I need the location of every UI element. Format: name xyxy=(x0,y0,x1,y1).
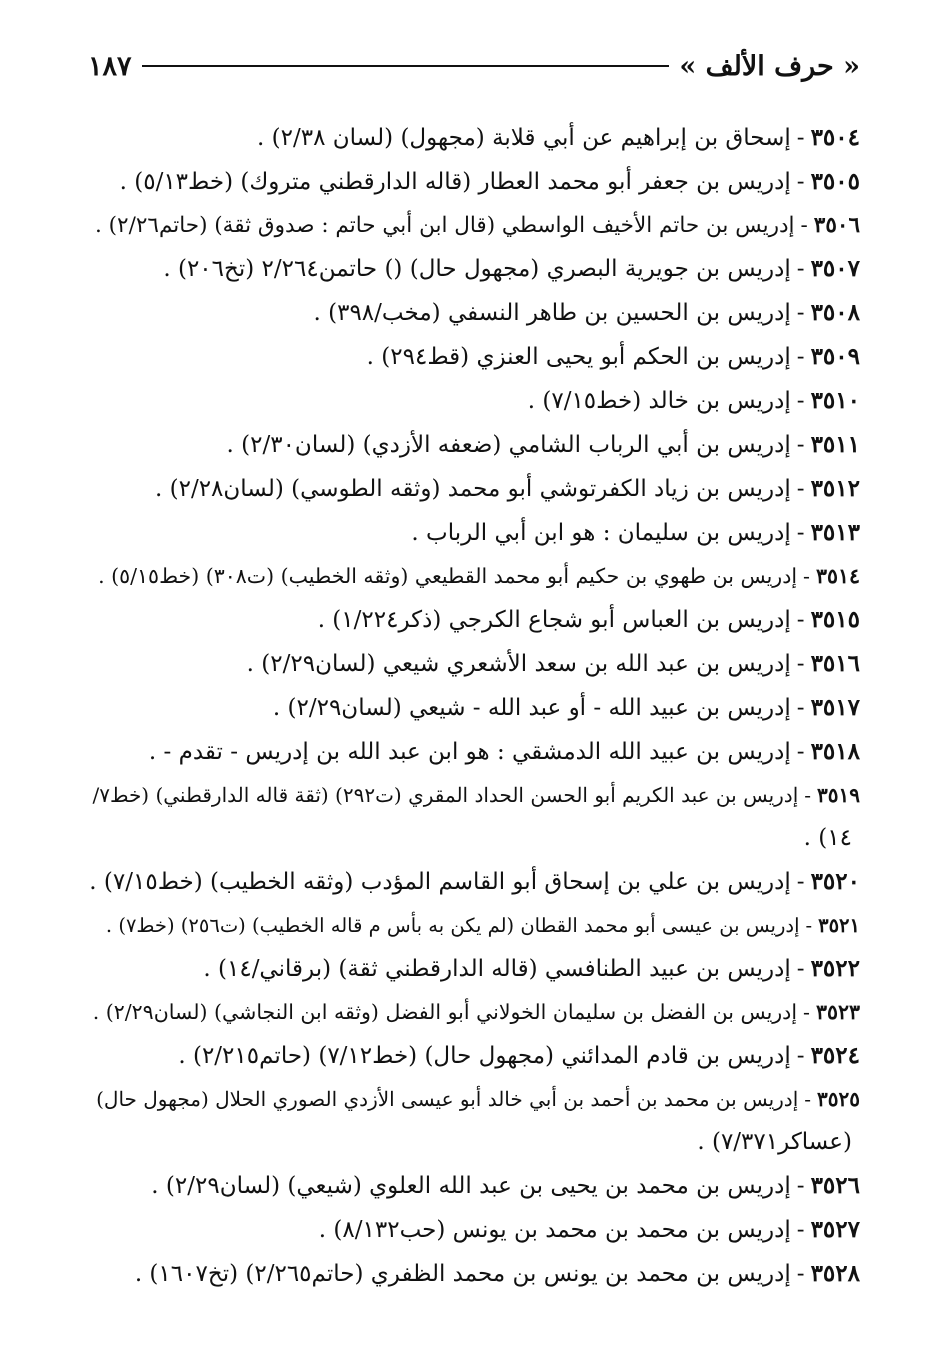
entry-number: ٣٥١٣ xyxy=(810,519,860,546)
entry-number: ٣٥٠٥ xyxy=(810,168,860,195)
entry-text: إدريس بن عيسى أبو محمد القطان (لم يكن به بأس م قاله الخطيب) (ت٢٥٦) (خط٧) . xyxy=(105,914,800,937)
entry-dash: - xyxy=(796,651,805,677)
entry-text: إدريس بن الفضل بن سليمان الخولاني أبو الفضل (وثقه ابن النجاشي) (لسان٢/٢٩) . xyxy=(92,1000,798,1024)
entry-number: ٣٥٠٩ xyxy=(810,343,860,370)
entry-text: إدريس بن جويرية البصري (مجهول حال) () حاتمن٢/٢٦٤ (تخ٢٠٦) . xyxy=(163,256,791,282)
entry-dash: - xyxy=(796,607,805,633)
entry-text: إدريس بن طهوي بن حكيم أبو محمد القطيعي (وثقه الخطيب) (ت٣٠٨) (خط٥/١٥) . xyxy=(98,564,798,588)
entry-row xyxy=(88,730,860,774)
entry-row xyxy=(88,291,860,335)
entry-dash: - xyxy=(796,520,805,546)
entry-line xyxy=(318,607,860,633)
entry-line xyxy=(151,1173,860,1199)
entry-number: ٣٥٢٧ xyxy=(810,1216,860,1243)
entry-row xyxy=(88,555,860,598)
entry-dash: - xyxy=(796,1261,805,1287)
entry-row xyxy=(88,1252,860,1296)
entry-number: ٣٥٠٨ xyxy=(810,299,860,326)
entry-continuation: ١٤) . xyxy=(803,825,852,851)
page-number: ١٨٧ xyxy=(88,50,132,82)
entry-row xyxy=(88,598,860,642)
entry-text: إدريس بن الحكم أبو يحيى العنزي (قط٢٩٤) . xyxy=(366,344,791,370)
entry-line xyxy=(93,1000,860,1024)
chapter-title: « حرف الألف » xyxy=(679,50,860,82)
entry-row xyxy=(88,686,860,730)
entry-number: ٣٥٢٦ xyxy=(810,1172,860,1199)
entry-line xyxy=(411,520,860,546)
entry-dash: - xyxy=(805,914,813,937)
entry-row xyxy=(88,247,860,291)
entry-text: إدريس بن علي بن إسحاق أبو القاسم المؤدب (وثقه الخطيب) (خط٧/١٥) . xyxy=(89,869,791,895)
entry-dash: - xyxy=(796,695,805,721)
entry-row xyxy=(88,1034,860,1078)
entry-dash: - xyxy=(804,783,812,807)
entry-dash: - xyxy=(796,1217,805,1243)
entry-dash: - xyxy=(796,256,805,282)
entry-number: ٣٥٢٥ xyxy=(817,1087,860,1111)
entry-row xyxy=(88,860,860,904)
entry-dash: - xyxy=(796,432,805,458)
entry-number: ٣٥٠٧ xyxy=(810,255,860,282)
entry-text: إدريس بن محمد بن محمد بن يونس (حب٨/١٣٢) . xyxy=(318,1217,791,1243)
entry-line xyxy=(203,956,860,982)
entry-line xyxy=(178,1043,860,1069)
entry-text: إدريس بن قادم المدائني (مجهول حال) (خط٧/١٢) (حاتم٢/٢١٥) . xyxy=(178,1043,791,1069)
entry-row xyxy=(88,511,860,555)
entry-number: ٣٥٢٣ xyxy=(815,1000,860,1024)
entry-row xyxy=(88,774,860,860)
entry-line xyxy=(149,739,860,765)
entry-continuation: (عساكر٧/٣٧١) . xyxy=(697,1129,852,1155)
entry-number: ٣٥٠٦ xyxy=(813,213,860,238)
entry-line xyxy=(367,344,860,370)
entry-text: إسحاق بن إبراهيم عن أبي قلابة (مجهول) (لسان ٢/٣٨) . xyxy=(257,125,791,151)
entry-dash: - xyxy=(796,300,805,326)
entry-line xyxy=(95,213,860,238)
entry-number: ٣٥١١ xyxy=(810,431,860,458)
entry-row xyxy=(88,379,860,423)
entry-text: إدريس بن عبد الكريم أبو الحسن الحداد المقري (ت٢٩٢) (ثقة قاله الدارقطني) (خط٧/ xyxy=(92,783,799,807)
entry-number: ٣٥٢٨ xyxy=(810,1260,860,1287)
entry-line xyxy=(319,1217,860,1243)
entry-row xyxy=(88,642,860,686)
entry-number: ٣٥١٦ xyxy=(810,650,860,677)
entry-line xyxy=(88,774,860,817)
entry-row xyxy=(88,1164,860,1208)
entry-row xyxy=(88,423,860,467)
entry-number: ٣٥١٩ xyxy=(817,783,860,807)
entry-number: ٣٥١٤ xyxy=(815,564,860,588)
entry-text: إدريس بن محمد بن أحمد بن أبي خالد أبو عيسى الأزدي الصوري الحلال (مجهول حال) xyxy=(96,1087,799,1111)
entry-number: ٣٥١٧ xyxy=(810,694,860,721)
entry-dash: - xyxy=(796,476,805,502)
entry-number: ٣٥٢٠ xyxy=(810,868,860,895)
entry-text: إدريس بن عبيد الطنافسي (قاله الدارقطني ثقة) (برقاني/١٤) . xyxy=(203,956,791,982)
entry-text: إدريس بن الحسين بن طاهر النسفي (مخب/٣٩٨) . xyxy=(313,300,791,326)
entry-dash: - xyxy=(796,169,805,195)
entry-line xyxy=(313,300,860,326)
entry-number: ٣٥٢١ xyxy=(818,914,860,937)
entry-row xyxy=(88,467,860,511)
entry-row xyxy=(88,947,860,991)
entry-number: ٣٥٠٤ xyxy=(810,124,860,151)
entry-line xyxy=(98,564,860,588)
entry-text: إدريس بن محمد بن يونس بن محمد الظفري (حاتم٢/٢٦٥) (تخ١٦٠٧) . xyxy=(134,1261,791,1287)
entry-row xyxy=(88,1078,860,1164)
entry-number: ٣٥٢٤ xyxy=(810,1042,860,1069)
entry-text: إدريس بن زياد الكفرتوشي أبو محمد (وثقه الطوسي) (لسان٢/٢٨) . xyxy=(154,476,791,502)
entry-number: ٣٥١٨ xyxy=(810,738,860,765)
entry-text: إدريس بن أبي الرباب الشامي (ضعفه الأزدي) (لسان٢/٣٠) . xyxy=(226,432,791,458)
page-header xyxy=(88,44,860,88)
entry-dash: - xyxy=(803,1000,810,1024)
entry-row xyxy=(88,335,860,379)
entry-line xyxy=(106,914,860,937)
entry-dash: - xyxy=(796,1043,805,1069)
entry-text: إدريس بن عبيد الله - أو عبد الله - شيعي (لسان٢/٢٩) . xyxy=(272,695,791,721)
entry-line xyxy=(120,169,860,195)
entry-text: إدريس بن حاتم الأخيف الواسطي (قال ابن أبي حاتم : صدوق ثقة) (حاتم٢/٢٦) . xyxy=(94,213,795,238)
entry-dash: - xyxy=(796,388,805,414)
entry-number: ٣٥١٥ xyxy=(810,606,860,633)
entry-dash: - xyxy=(796,125,805,151)
header-rule xyxy=(142,65,670,67)
entry-dash: - xyxy=(796,344,805,370)
entry-list xyxy=(88,116,860,1296)
entry-row xyxy=(88,204,860,247)
entry-line xyxy=(89,869,860,895)
entry-line xyxy=(227,432,861,458)
entry-dash: - xyxy=(796,1173,805,1199)
entry-text: إدريس بن عبد الله بن سعد الأشعري شيعي (لسان٢/٢٩) . xyxy=(246,651,791,677)
entry-number: ٣٥١٠ xyxy=(810,387,860,414)
entry-line xyxy=(135,1261,860,1287)
entry-dash: - xyxy=(800,213,808,238)
entry-line xyxy=(247,651,860,677)
entry-row xyxy=(88,116,860,160)
entry-row xyxy=(88,160,860,204)
entry-row xyxy=(88,904,860,947)
entry-line xyxy=(528,388,860,414)
entry-line xyxy=(257,125,860,151)
entry-row xyxy=(88,1208,860,1252)
entry-line xyxy=(273,695,860,721)
entry-text: إدريس بن سليمان : هو ابن أبي الرباب . xyxy=(411,520,791,546)
entry-number: ٣٥٢٢ xyxy=(810,955,860,982)
entry-text: إدريس بن عبيد الله الدمشقي : هو ابن عبد الله بن إدريس - تقدم - . xyxy=(148,739,791,765)
entry-text: إدريس بن العباس أبو شجاع الكرجي (ذكر١/٢٢٤) . xyxy=(317,607,791,633)
entry-text: إدريس بن جعفر أبو محمد العطار (قاله الدارقطني متروك) (خط٥/١٣) . xyxy=(119,169,791,195)
entry-dash: - xyxy=(796,956,805,982)
entry-dash: - xyxy=(796,869,805,895)
entry-dash: - xyxy=(803,564,810,588)
entry-line xyxy=(163,256,860,282)
entry-dash: - xyxy=(804,1087,812,1111)
entry-row xyxy=(88,991,860,1034)
entry-text: إدريس بن محمد بن يحيى بن عبد الله العلوي (شيعي) (لسان٢/٢٩) . xyxy=(151,1173,791,1199)
entry-number: ٣٥١٢ xyxy=(810,475,860,502)
entry-text: إدريس بن خالد (خط٧/١٥) . xyxy=(527,388,791,414)
entry-dash: - xyxy=(796,739,805,765)
entry-line xyxy=(88,1078,860,1121)
entry-line xyxy=(155,476,860,502)
